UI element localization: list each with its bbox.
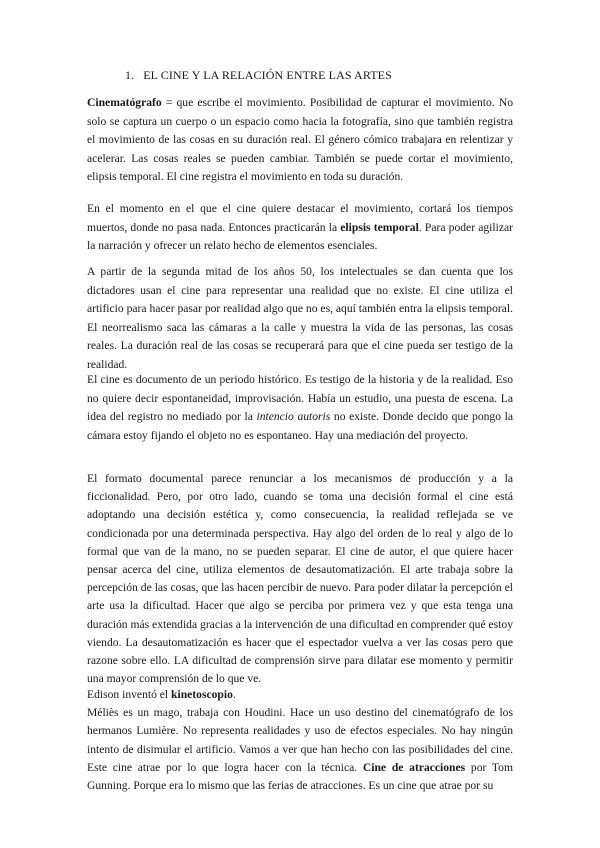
paragraph-text: El formato documental parece renunciar a los mecanismos de producción y a la ficcionalidad. Pero, por otro lado, cuando se toma una decisión formal el cine está adoptando una decisión estética y, como consecuencia, la realidad reflejada se ve condicionada por una determinada perspectiva. Hay algo del orden de lo real y algo de lo formal que van de la mano, no se pueden separar. El cine de autor, el que quiere hacer pensar acerca del cine, utiliza elementos de desautomatización. El arte trabaja sobre la percepción de las cosas, que las hacen percibir de nuevo. Para poder dilatar la percepción el arte usa la dificultad. Hacer que algo se perciba por primera vez y que esta tenga una duración más extendida gracias a la intervención de una dificultad en comprender qué estoy viendo. La desautomatización es hacer que el espectador vuelva a ver las cosas pero que razone sobre ello. LA dificultad de comprensión sirve para dilatar ese momento y permitir una mayor comprensión de lo que ve. (87, 472, 513, 686)
paragraph-text: no existe. Donde decido que pongo la cámara estoy fijando el objeto no es espontaneo. Hay una mediación del proyecto. (87, 410, 513, 442)
paragraph-text: . Para poder agilizar la narración y ofrecer un relato hecho de elementos esenciales. (87, 220, 513, 253)
paragraph-neorrealismo (87, 263, 513, 375)
section-heading (125, 68, 392, 83)
paragraph-text: En el momento en el que el cine quiere destacar el movimiento, cortará los tiempos muertos, donde no pasa nada. Entonces practicarán la (87, 202, 513, 234)
paragraph-text: A partir de la segunda mitad de los años 50, los intelectuales se dan cuenta que los dictadores usan el cine para representar una realidad que no existe. El cine utiliza el artificio para hacer pasar por realidad algo que no es, aquí también entra la elipsis temporal. El neorrealismo saca las cámaras a la calle y muestra la vida de las personas, las cosas reales. La duración real de las cosas se recuperará para que el cine pueda ser testigo de la realidad. (87, 265, 513, 371)
term-kinetoscopio: kinetoscopio (171, 688, 233, 701)
paragraph-cinematografo (87, 94, 513, 187)
paragraph-text: . (232, 688, 236, 701)
paragraph-text: = que escribe el movimiento. Posibilidad de capturar el movimiento. No solo se captura un cuerpo o un espacio como hacia la fotografía, sino que también registra el movimiento de las cosas en su duración real. El género cómico trabajara en relentizar y acelerar. Las cosas reales se pueden cambiar. También se puede cortar el movimiento, elipsis temporal. El cine registra el movimiento en toda su duración. (87, 96, 513, 184)
paragraph-text: El cine es documento de un periodo histórico. Es testigo de la historia y de la realidad. Eso no quiere decir espontaneidad, improvisación. Había un estudio, una puesta de escena. La idea del registro no mediado por la (87, 373, 513, 424)
paragraph-melies (87, 686, 513, 795)
paragraph-text: Edison inventó el (87, 688, 172, 701)
paragraph-text: por Tom Gunning. Porque era lo mismo que las ferias de atracciones. Es un cine que atrae por su (87, 760, 513, 793)
line-kinetoscopio (87, 688, 236, 701)
paragraph-text: Méliès es un mago, trabaja con Houdini. Hace un uso destino del cinematógrafo de los hermanos Lumière. No representa realidades y uso de efectos especiales. No hay ningún intento de disimular el artificio. Vamos a ver que han hecho con las posibilidades del cine. Este cine atrae por lo que logra hacer con la técnica. (87, 706, 513, 774)
paragraph-elipsis (87, 200, 513, 256)
term-cinematografo: Cinematógrafo (87, 96, 162, 109)
heading-number: 1. (125, 68, 135, 82)
paragraph-formato-documental (87, 470, 513, 688)
term-elipsis-temporal: elipsis temporal (340, 220, 419, 234)
heading-title: EL CINE Y LA RELACIÓN ENTRE LAS ARTES (143, 68, 392, 82)
paragraph-documento (87, 371, 513, 445)
term-cine-de-atracciones: Cine de atracciones (362, 760, 466, 774)
term-intencio-autoris: intencio autoris (256, 410, 331, 424)
